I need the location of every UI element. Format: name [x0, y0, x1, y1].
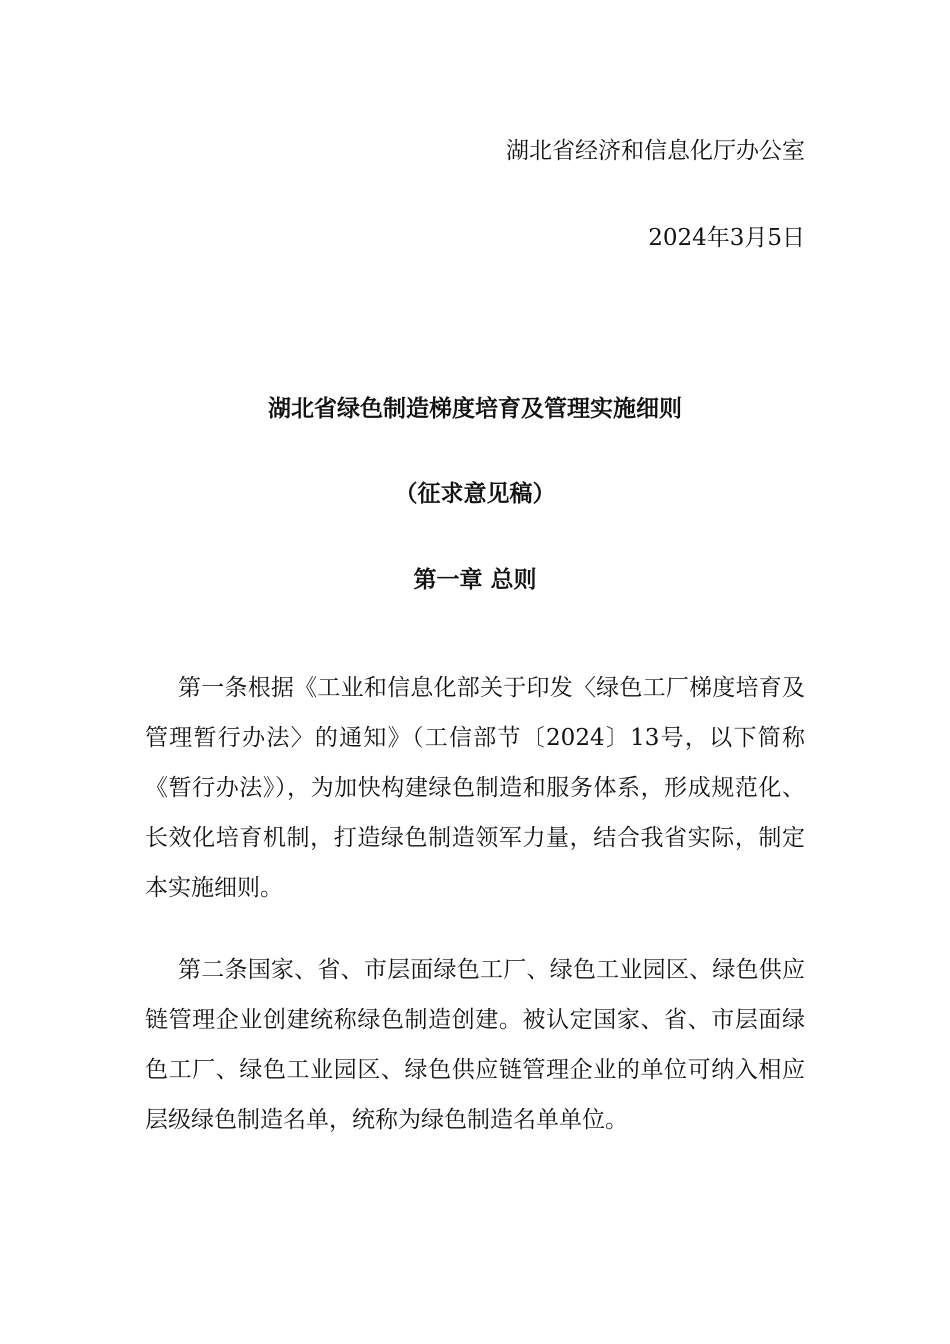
document-title: 湖北省绿色制造梯度培育及管理实施细则	[268, 396, 682, 422]
document-subtitle: （征求意见稿）	[394, 481, 556, 507]
article-1-paragraph: 第一条根据《工业和信息化部关于印发〈绿色工厂梯度培育及管理暂行办法〉的通知》（工信部节〔2024〕13号，以下简称《暂行办法》），为加快构建绿色制造和服务体系，形成规范化、长效化培育机制，打造绿色制造领军力量，结合我省实际，制定本实施细则。	[145, 675, 805, 901]
issuing-office: 湖北省经济和信息化厅办公室	[506, 138, 805, 164]
chapter-heading: 第一章 总则	[413, 567, 537, 593]
article-2-paragraph: 第二条国家、省、市层面绿色工厂、绿色工业园区、绿色供应链管理企业创建统称绿色制造创建。被认定国家、省、市层面绿色工厂、绿色工业园区、绿色供应链管理企业的单位可纳入相应层级绿色制造名单，统称为绿色制造名单单位。	[145, 957, 805, 1133]
issue-date: 2024年3月5日	[648, 225, 805, 251]
